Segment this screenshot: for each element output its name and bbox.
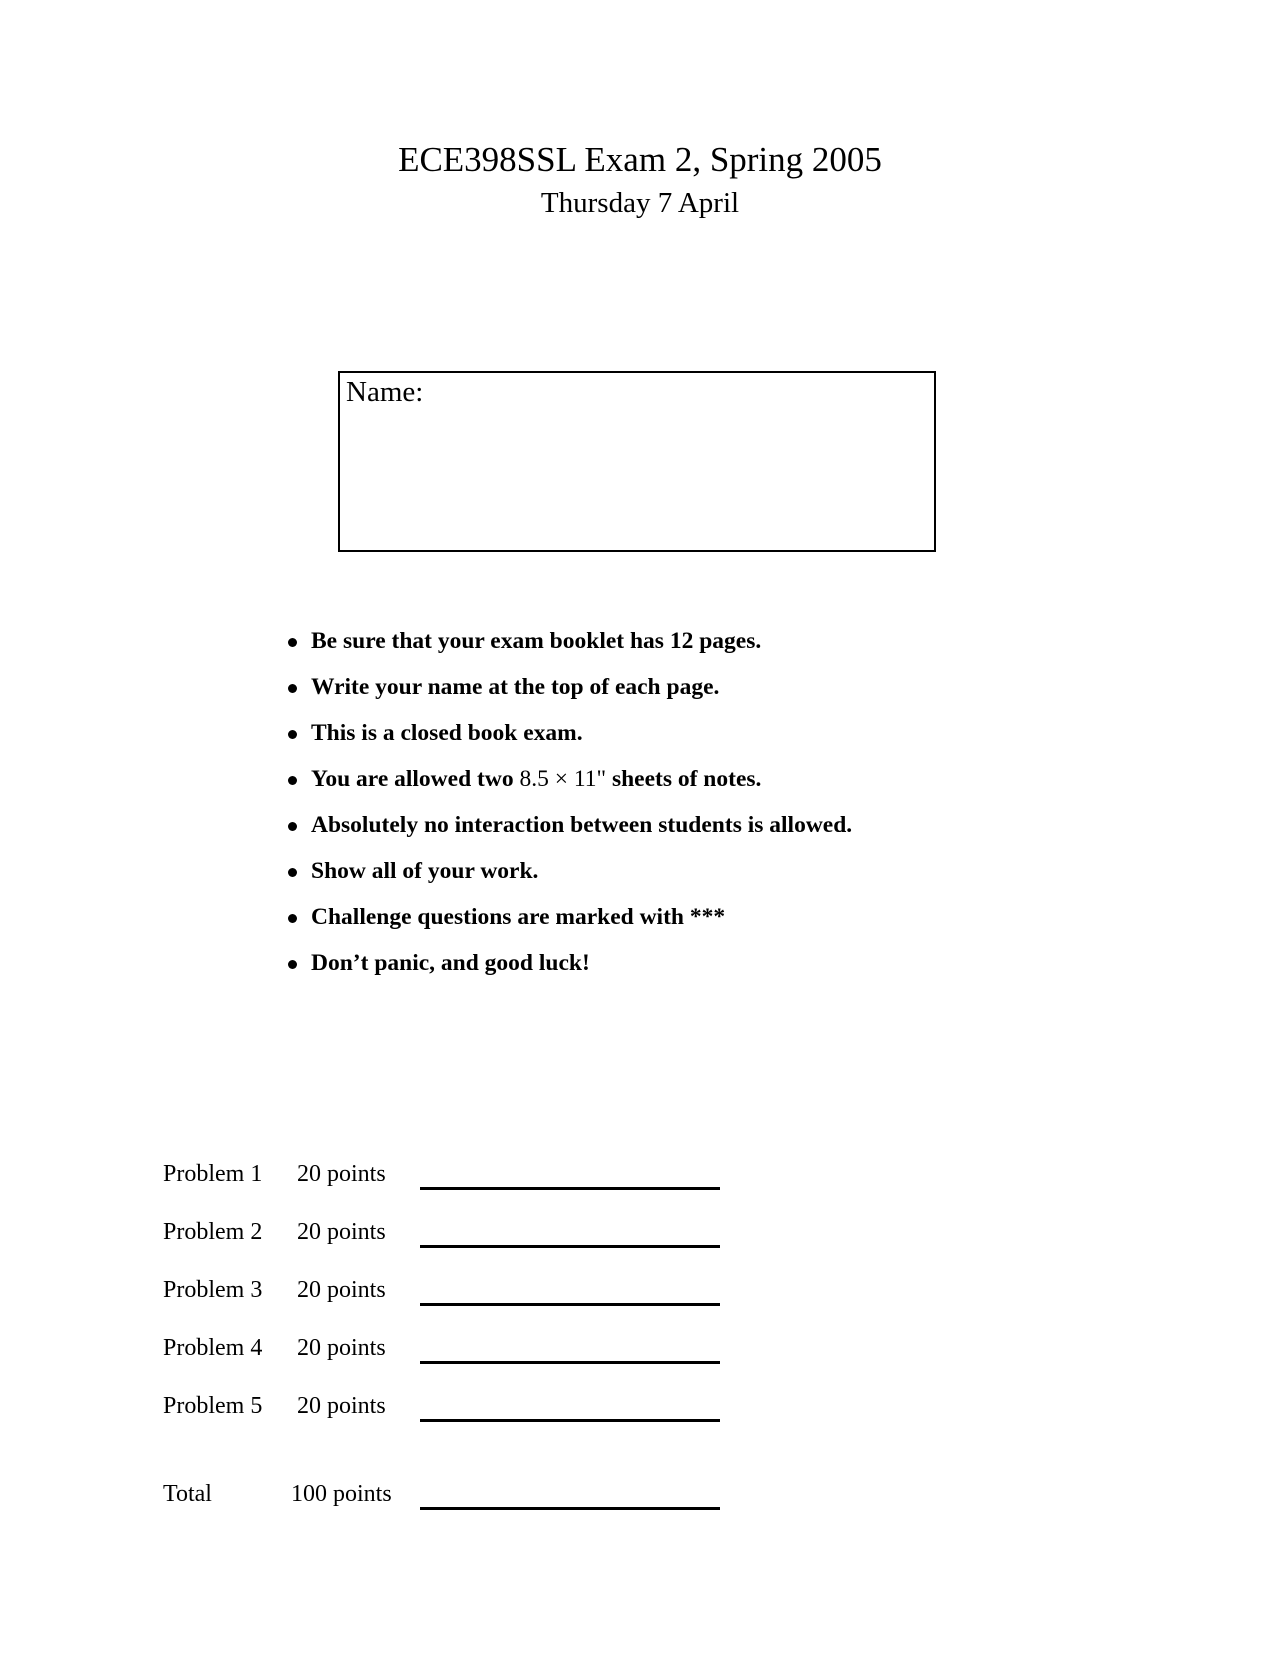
score-row-problem-1 <box>0 1157 1280 1197</box>
problem-label: Problem 1 <box>163 1161 263 1187</box>
exam-title: ECE398SSL Exam 2, Spring 2005 <box>398 140 882 179</box>
exam-date: Thursday 7 April <box>540 187 740 219</box>
score-row-problem-4 <box>0 1331 1280 1371</box>
score-row-problem-3 <box>0 1273 1280 1313</box>
problem-points: 20 points <box>297 1277 386 1303</box>
sheet-size-math: 8.5 × 11" <box>519 766 607 792</box>
problem-label: Problem 3 <box>163 1277 263 1303</box>
problem-points: 20 points <box>297 1219 386 1245</box>
score-row-problem-5 <box>0 1389 1280 1429</box>
instruction-text: Challenge questions are marked with *** <box>311 904 726 930</box>
instruction-text: Absolutely no interaction between students is allowed. <box>311 812 853 838</box>
problem-label: Problem 2 <box>163 1219 263 1245</box>
instruction-text: Be sure that your exam booklet has 12 pages. <box>311 628 762 654</box>
problem-label: Problem 4 <box>163 1335 263 1361</box>
problem-points: 20 points <box>297 1335 386 1361</box>
instruction-text: Write your name at the top of each page. <box>311 674 720 700</box>
problem-label: Problem 5 <box>163 1393 263 1419</box>
score-row-total <box>0 1477 1280 1517</box>
instruction-text-before: You are allowed two <box>311 766 514 792</box>
instruction-text: This is a closed book exam. <box>311 720 583 746</box>
problem-points: 20 points <box>297 1161 386 1187</box>
total-points: 100 points <box>291 1481 392 1507</box>
score-blank-line[interactable] <box>420 1245 720 1248</box>
score-blank-line[interactable] <box>420 1303 720 1306</box>
score-blank-line[interactable] <box>420 1187 720 1190</box>
score-row-problem-2 <box>0 1215 1280 1255</box>
problem-points: 20 points <box>297 1393 386 1419</box>
total-blank-line[interactable] <box>420 1507 720 1510</box>
total-label: Total <box>163 1481 212 1507</box>
score-blank-line[interactable] <box>420 1361 720 1364</box>
instruction-text-after: sheets of notes. <box>611 766 762 792</box>
instruction-text: Don’t panic, and good luck! <box>311 950 590 976</box>
name-label: Name: <box>346 376 424 408</box>
instruction-text: Show all of your work. <box>311 858 539 884</box>
score-blank-line[interactable] <box>420 1419 720 1422</box>
